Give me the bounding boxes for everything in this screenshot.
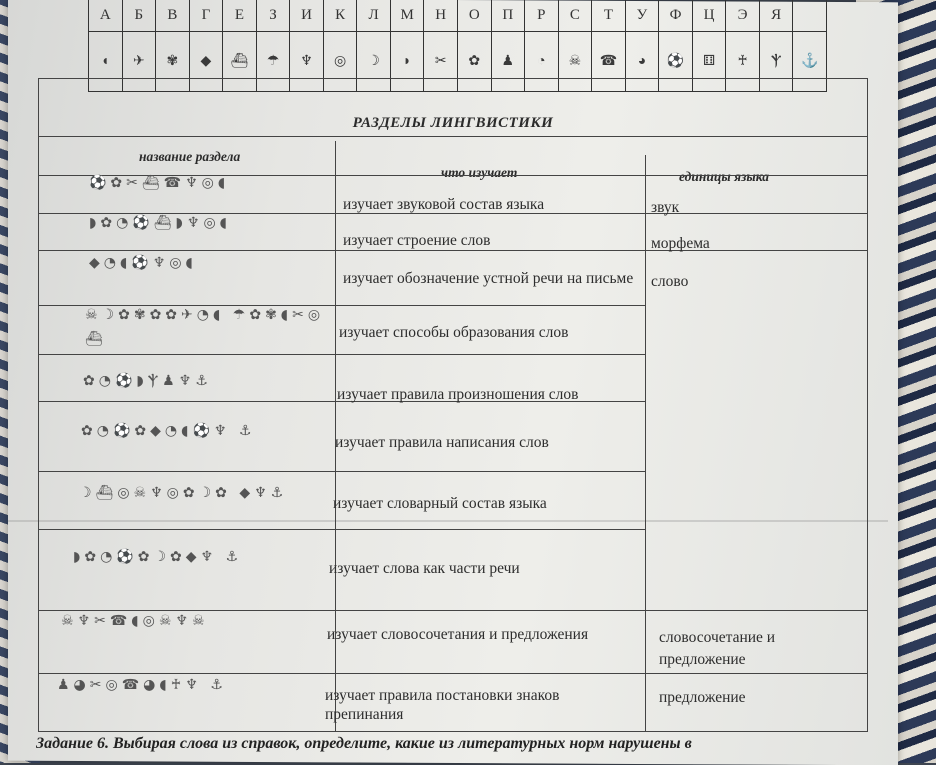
section-description: изучает строение слов <box>343 232 491 249</box>
cipher-symbol-icon: ✾ <box>156 32 190 92</box>
column-divider <box>645 155 646 731</box>
encrypted-section-name: ✿◔⚽✿◆◔◖⚽♆ ⚓ <box>81 423 256 439</box>
cipher-letter: М <box>391 0 425 32</box>
cipher-letter: Т <box>592 0 626 32</box>
language-unit: звук <box>651 199 680 216</box>
cipher-letter: Я <box>760 0 794 32</box>
encrypted-section-name: ♟◕✂◎☎◕◖♰♆ ⚓ <box>57 677 227 693</box>
header-what-studies: что изучает <box>441 165 518 180</box>
cipher-symbol-icon: ☽ <box>357 32 391 92</box>
section-description: изучает правила написания слов <box>335 434 549 451</box>
cipher-symbol-icon: ♆ <box>290 32 324 92</box>
cipher-letter: Б <box>123 0 157 32</box>
cipher-symbol-icon: ✈ <box>123 32 157 92</box>
cipher-letter <box>793 0 827 32</box>
task-text: Задание 6. Выбирая слова из справок, определите, какие из литературных норм нарушены в <box>36 735 692 752</box>
section-description: изучает словосочетания и предложения <box>327 626 589 643</box>
cipher-symbol-icon: ◖ <box>89 32 123 92</box>
language-unit: словосочетание и предложение <box>659 629 776 668</box>
cipher-letter: И <box>290 0 324 32</box>
cipher-symbol-icon: ♰ <box>726 32 760 92</box>
encrypted-section-name: ☠☽✿✾✿✿✈◔◖ ☂✿✾◖✂◎⛴ <box>85 307 325 347</box>
cipher-letter: А <box>89 0 123 32</box>
header-language-units: единицы языка <box>679 169 769 184</box>
cipher-symbol-icon: ✂ <box>424 32 458 92</box>
cipher-letter: Г <box>190 0 224 32</box>
cipher-letter: К <box>324 0 358 32</box>
section-description: изучает способы образования слов <box>339 324 569 341</box>
section-description: изучает правила постановки знаков препинания <box>325 687 560 723</box>
cipher-letter: Ц <box>693 0 727 32</box>
cipher-symbol-icon: ◗ <box>391 32 425 92</box>
cipher-letter: П <box>492 0 526 32</box>
cipher-letter: С <box>559 0 593 32</box>
cipher-symbol-icon: ☂ <box>257 32 291 92</box>
language-unit: слово <box>651 273 689 290</box>
cipher-symbol-icon: ◕ <box>626 32 660 92</box>
cipher-symbol-icon: ⛴ <box>223 32 257 92</box>
encrypted-section-name: ☠♆✂☎◖◎☠♆☠ <box>61 613 209 629</box>
cipher-symbol-icon: ☎ <box>592 32 626 92</box>
encrypted-section-name: ✿◔⚽◗Ⲯ♟♆⚓ <box>83 373 212 389</box>
cipher-symbol-icon: ✿ <box>458 32 492 92</box>
cipher-symbol-icon: ◔ <box>525 32 559 92</box>
cipher-letter: О <box>458 0 492 32</box>
cipher-letter: Р <box>525 0 559 32</box>
cipher-letter: В <box>156 0 190 32</box>
cipher-symbol-icon: ⚓ <box>793 32 827 92</box>
cipher-letter: Е <box>223 0 257 32</box>
section-description: изучает правила произношения слов <box>337 386 579 403</box>
cipher-letter: З <box>257 0 291 32</box>
cipher-symbol-icon: Ⲯ <box>760 32 794 92</box>
linguistics-table <box>38 78 868 732</box>
encrypted-section-name: ◆◔◖⚽♆◎◖ <box>89 255 197 271</box>
table-title: РАЗДЕЛЫ ЛИНГВИСТИКИ <box>39 79 867 137</box>
header-section-name: название раздела <box>139 149 241 164</box>
cipher-symbol-icon: ☠ <box>559 32 593 92</box>
encrypted-section-name: ⚽✿✂⛴☎♆◎◖ <box>89 175 230 191</box>
cipher-letter: У <box>626 0 660 32</box>
section-description: изучает звуковой состав языка <box>343 196 545 213</box>
section-description: изучает словарный состав языка <box>333 495 547 512</box>
encrypted-section-name: ☽⛴◎☠♆◎✿☽✿ ◆♆⚓ <box>79 485 288 501</box>
section-description: изучает обозначение устной речи на письме <box>343 270 634 287</box>
cipher-symbol-icon: ⚽ <box>659 32 693 92</box>
language-unit: предложение <box>659 689 746 706</box>
encrypted-section-name: ◗✿◔⚽⛴◗♆◎◖ <box>89 215 232 231</box>
cipher-symbol-icon: ⚅ <box>693 32 727 92</box>
cipher-letter: Ф <box>659 0 693 32</box>
cipher-letter: Н <box>424 0 458 32</box>
row-divider <box>39 471 645 472</box>
section-description: изучает слова как части речи <box>329 560 520 577</box>
cipher-symbol-icon: ◆ <box>190 32 224 92</box>
encrypted-section-name: ◗✿◔⚽✿☽✿◆♆ ⚓ <box>73 549 243 565</box>
language-unit: морфема <box>651 235 710 252</box>
row-divider <box>39 354 645 355</box>
row-divider <box>39 529 645 530</box>
cipher-symbol-icon: ♟ <box>492 32 526 92</box>
cipher-symbol-icon: ◎ <box>324 32 358 92</box>
cipher-letter: Л <box>357 0 391 32</box>
cipher-letter: Э <box>726 0 760 32</box>
